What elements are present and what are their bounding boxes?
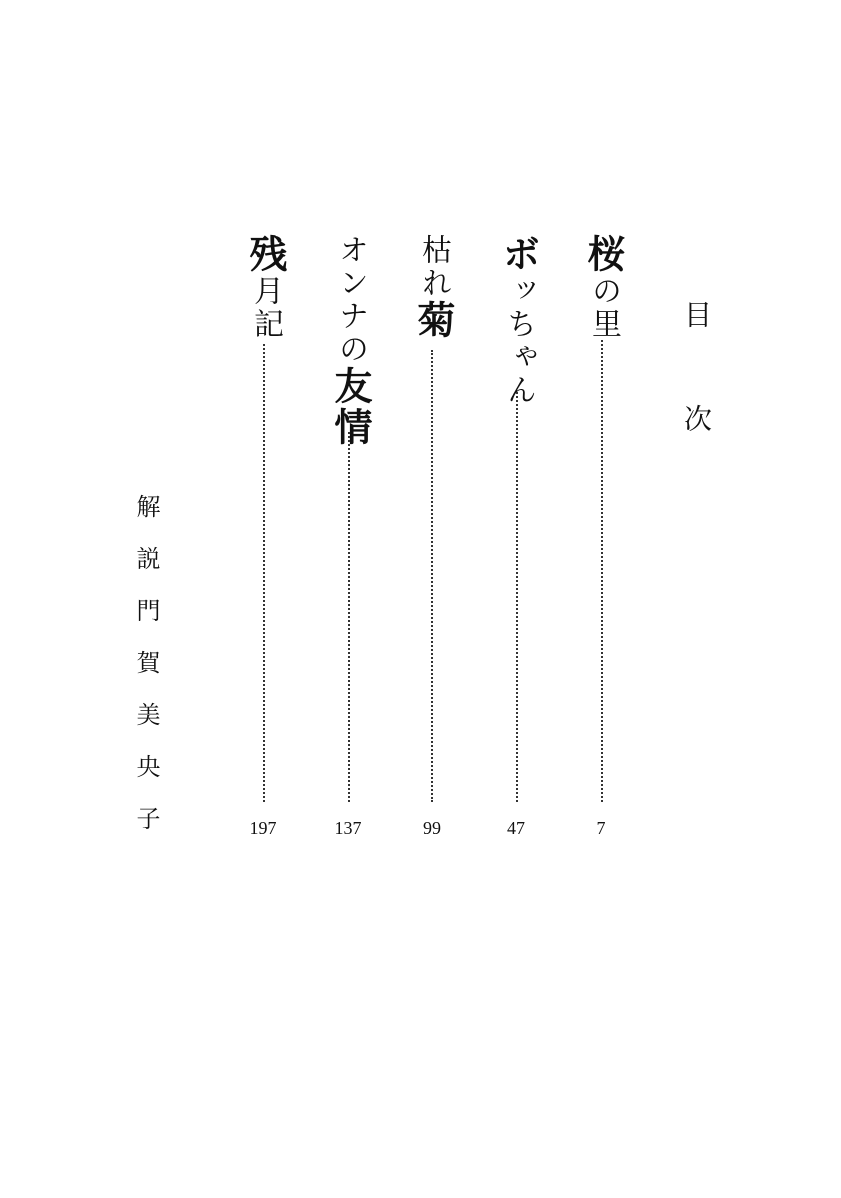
entry-3-big-char: 菊 <box>411 300 456 341</box>
toc-commentary[interactable] <box>130 494 158 858</box>
toc-leader-1 <box>601 340 605 802</box>
entry-3-pre: 枯れ <box>416 234 451 300</box>
toc-leader-3 <box>431 350 435 802</box>
toc-leader-2 <box>516 392 520 802</box>
toc-entry-title-3[interactable] <box>411 234 456 341</box>
toc-entry-title-1[interactable] <box>581 234 626 341</box>
entry-5-rest: 月記 <box>248 275 283 341</box>
toc-leader-4 <box>348 432 352 802</box>
toc-page-number-2: 47 <box>507 818 525 838</box>
commentary-label: 解説 <box>132 494 160 598</box>
entry-4-pre: オンナの <box>333 234 368 366</box>
entry-5-big-char: 残 <box>243 234 288 275</box>
toc-leader-5 <box>263 344 267 802</box>
entry-4-big-chars: 友情 <box>328 366 373 448</box>
commentary-author: 門賀美央子 <box>132 598 160 858</box>
toc-entry-title-5[interactable] <box>243 234 288 341</box>
toc-page-number-4: 137 <box>334 818 362 838</box>
toc-entry-title-2[interactable] <box>496 234 541 407</box>
toc-page-number-3: 99 <box>423 818 441 838</box>
toc-page-number-1: 7 <box>596 818 606 838</box>
entry-2-big-char: ボ <box>496 234 541 275</box>
toc-page-number-5: 197 <box>249 818 277 838</box>
toc-heading: 目次 <box>680 300 713 508</box>
entry-1-rest: の里 <box>586 275 621 341</box>
entry-2-rest: ッちゃん <box>501 275 536 407</box>
toc-entry-title-4[interactable] <box>328 234 373 448</box>
entry-1-big-char: 桜 <box>581 234 626 275</box>
